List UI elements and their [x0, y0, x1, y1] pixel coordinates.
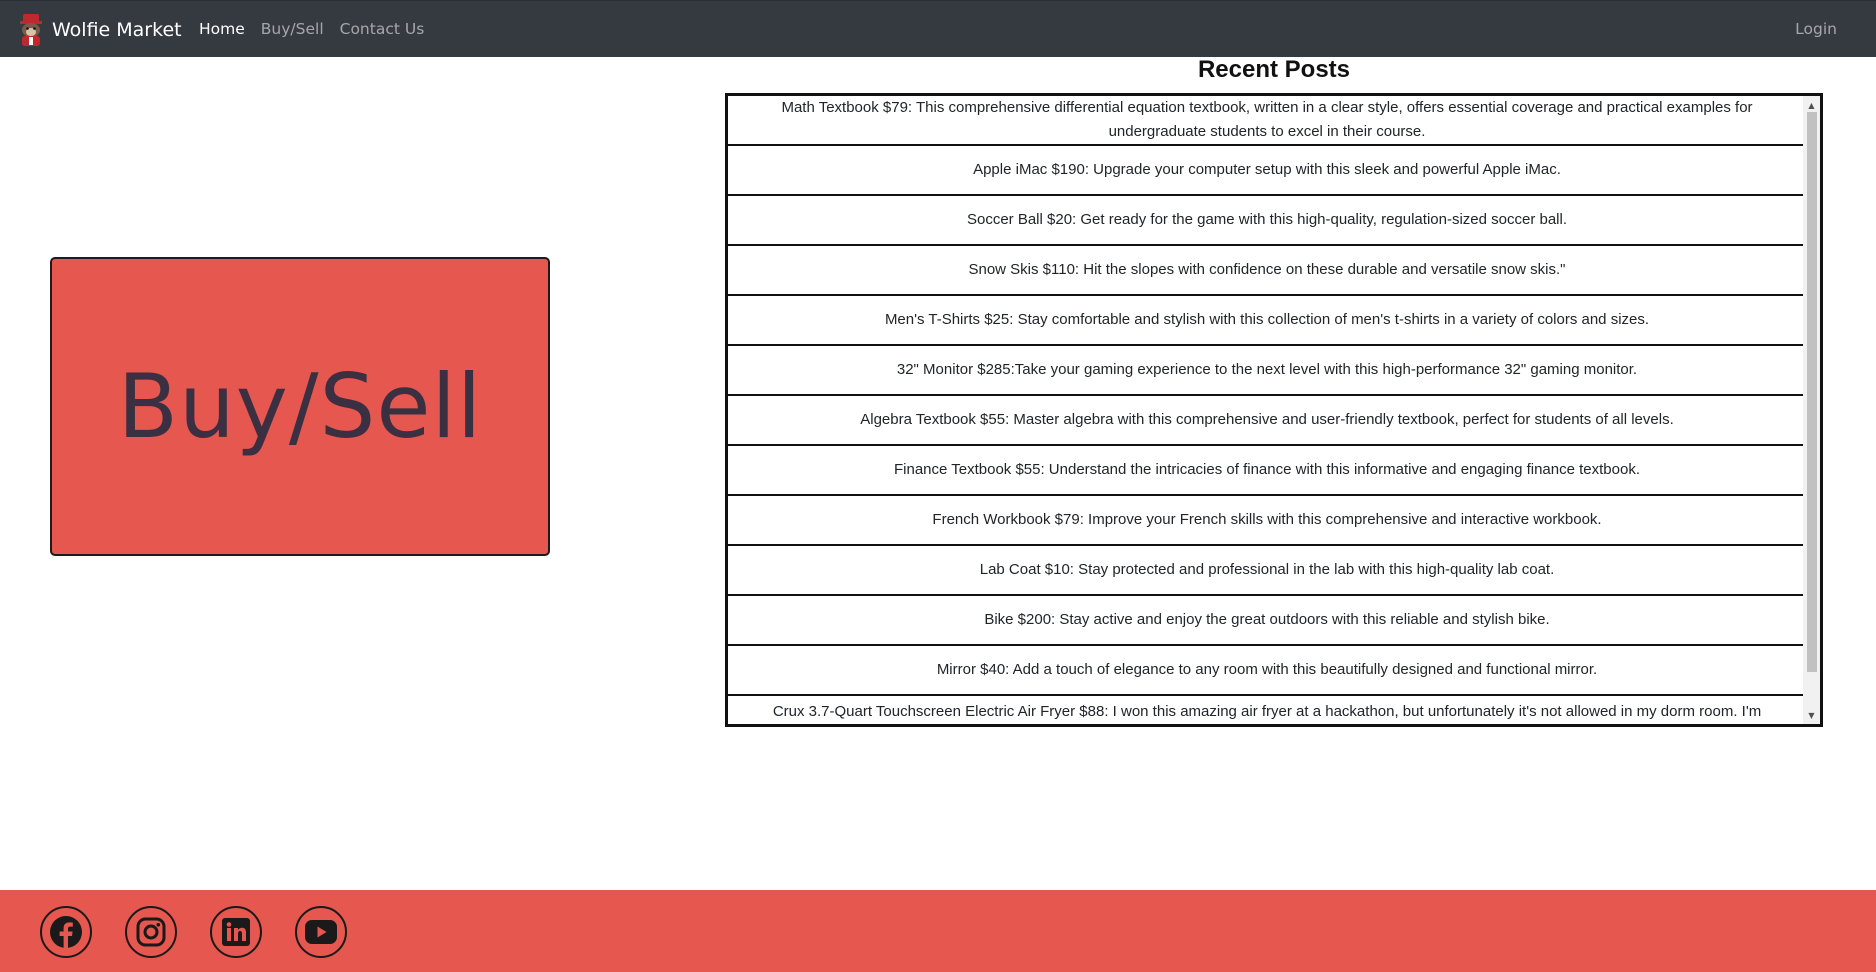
nav-links [199, 20, 440, 38]
youtube-icon [304, 919, 338, 945]
scroll-up-arrow-icon[interactable]: ▲ [1808, 100, 1815, 110]
linkedin-icon [221, 917, 251, 947]
wolfie-logo-icon [16, 13, 46, 47]
scroll-down-arrow-icon[interactable]: ▼ [1808, 710, 1815, 720]
post-item[interactable]: Crux 3.7-Quart Touchscreen Electric Air Fryer $88: I won this amazing air fryer at a hackathon, but unfortunately it's not allowed in my dorm room. I'm [772, 703, 1762, 720]
post-item[interactable]: Math Textbook $79: This comprehensive differential equation textbook, written in a clear style, offers essential coverage and practical examples for undergraduate students to excel in their course. [728, 96, 1806, 146]
post-item[interactable]: French Workbook $79: Improve your French skills with this comprehensive and interactive workbook. [728, 496, 1806, 546]
recent-posts-panel [725, 93, 1823, 727]
post-item[interactable]: Mirror $40: Add a touch of elegance to any room with this beautifully designed and functional mirror. [728, 646, 1806, 696]
posts-scrollbar[interactable] [1803, 96, 1820, 724]
post-item[interactable]: Soccer Ball $20: Get ready for the game with this high-quality, regulation-sized soccer ball. [728, 196, 1806, 246]
recent-posts-title: Recent Posts [1197, 56, 1351, 83]
nav-contact-us[interactable]: Contact Us [339, 20, 425, 38]
brand-link[interactable] [16, 13, 182, 47]
buy-sell-button-label: Buy/Sell [117, 355, 483, 458]
post-item[interactable]: Lab Coat $10: Stay protected and professional in the lab with this high-quality lab coat. [728, 546, 1806, 596]
post-item[interactable]: Finance Textbook $55: Understand the intricacies of finance with this informative and engaging finance textbook. [728, 446, 1806, 496]
post-item[interactable]: Snow Skis $110: Hit the slopes with confidence on these durable and versatile snow skis." [728, 246, 1806, 296]
footer [0, 890, 1876, 972]
recent-posts-list[interactable] [728, 96, 1806, 724]
linkedin-link[interactable] [210, 906, 262, 958]
post-item[interactable]: Men's T-Shirts $25: Stay comfortable and stylish with this collection of men's t-shirts in a variety of colors and sizes. [728, 296, 1806, 346]
post-item[interactable]: Bike $200: Stay active and enjoy the great outdoors with this reliable and stylish bike. [728, 596, 1806, 646]
brand-name: Wolfie Market [52, 19, 182, 41]
buy-sell-button[interactable] [50, 257, 550, 556]
nav-buy-sell[interactable]: Buy/Sell [260, 20, 324, 38]
facebook-icon [49, 915, 83, 949]
facebook-link[interactable] [40, 906, 92, 958]
top-navbar [0, 0, 1876, 57]
nav-home[interactable]: Home [199, 20, 245, 38]
youtube-link[interactable] [295, 906, 347, 958]
instagram-icon [136, 917, 166, 947]
scrollbar-thumb[interactable] [1807, 112, 1817, 672]
instagram-link[interactable] [125, 906, 177, 958]
post-item[interactable]: Apple iMac $190: Upgrade your computer setup with this sleek and powerful Apple iMac. [728, 146, 1806, 196]
post-item[interactable]: Algebra Textbook $55: Master algebra with this comprehensive and user-friendly textbook, perfect for students of all levels. [728, 396, 1806, 446]
post-item[interactable]: 32" Monitor $285:Take your gaming experience to the next level with this high-performance 32" gaming monitor. [728, 346, 1806, 396]
login-link[interactable]: Login [1795, 20, 1837, 38]
